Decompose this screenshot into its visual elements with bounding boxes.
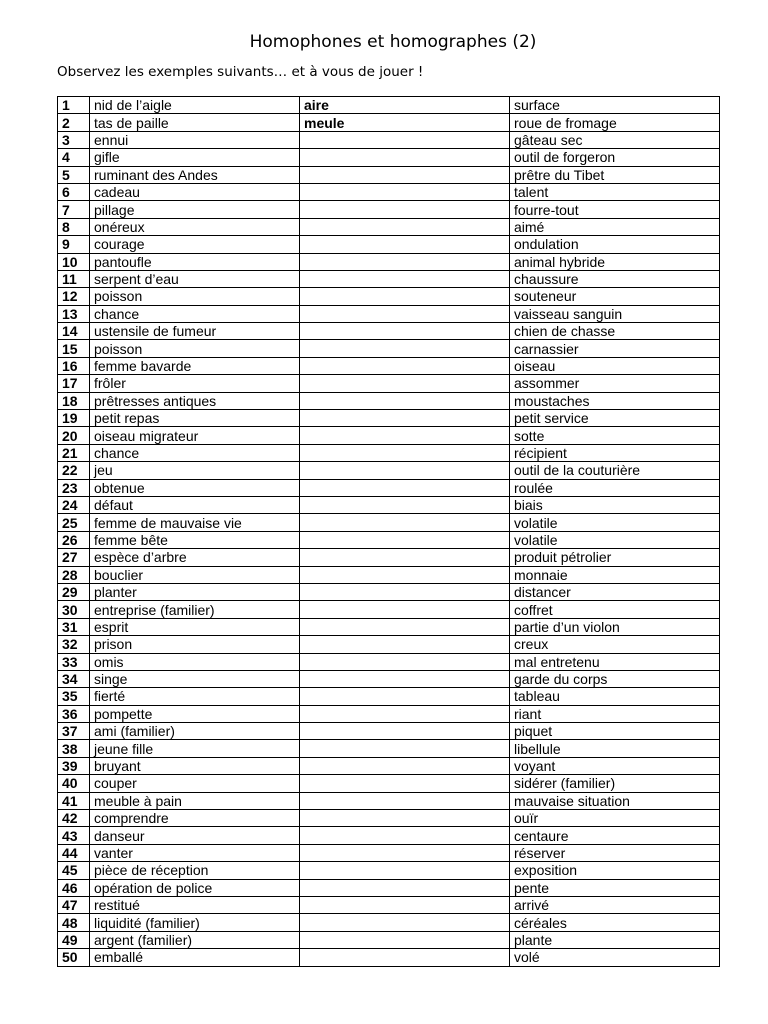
table-row <box>58 636 720 653</box>
row-number: 41 <box>58 792 90 809</box>
first-definition: meuble à pain <box>90 792 300 809</box>
answer-cell <box>300 931 510 948</box>
row-number: 23 <box>58 479 90 496</box>
second-definition: distancer <box>510 583 720 600</box>
first-definition: espèce d’arbre <box>90 549 300 566</box>
table-row <box>58 218 720 235</box>
answer-cell <box>300 288 510 305</box>
second-definition: centaure <box>510 827 720 844</box>
first-definition: danseur <box>90 827 300 844</box>
second-definition: outil de la couturière <box>510 462 720 479</box>
table-row <box>58 601 720 618</box>
row-number: 34 <box>58 670 90 687</box>
answer-cell <box>300 236 510 253</box>
row-number: 18 <box>58 392 90 409</box>
answer-cell <box>300 705 510 722</box>
second-definition: ouïr <box>510 810 720 827</box>
row-number: 42 <box>58 810 90 827</box>
second-definition: garde du corps <box>510 670 720 687</box>
second-definition: volatile <box>510 514 720 531</box>
first-definition: poisson <box>90 340 300 357</box>
row-number: 30 <box>58 601 90 618</box>
first-definition: serpent d’eau <box>90 270 300 287</box>
first-definition: comprendre <box>90 810 300 827</box>
document-title: Homophones et homographes (2) <box>249 32 537 52</box>
row-number: 28 <box>58 566 90 583</box>
answer-cell <box>300 549 510 566</box>
row-number: 11 <box>58 270 90 287</box>
second-definition: souteneur <box>510 288 720 305</box>
second-definition: assommer <box>510 375 720 392</box>
answer-cell <box>300 653 510 670</box>
table-row <box>58 288 720 305</box>
table-row <box>58 131 720 148</box>
answer-cell <box>300 514 510 531</box>
table-row <box>58 323 720 340</box>
second-definition: biais <box>510 496 720 513</box>
first-definition: défaut <box>90 496 300 513</box>
second-definition: arrivé <box>510 896 720 913</box>
row-number: 12 <box>58 288 90 305</box>
table-row <box>58 931 720 948</box>
table-row <box>58 357 720 374</box>
first-definition: ruminant des Andes <box>90 166 300 183</box>
answer-cell <box>300 531 510 548</box>
row-number: 8 <box>58 218 90 235</box>
first-definition: bouclier <box>90 566 300 583</box>
second-definition: talent <box>510 183 720 200</box>
row-number: 13 <box>58 305 90 322</box>
second-definition: tableau <box>510 688 720 705</box>
second-definition: prêtre du Tibet <box>510 166 720 183</box>
table-row <box>58 670 720 687</box>
second-definition: plante <box>510 931 720 948</box>
second-definition: piquet <box>510 723 720 740</box>
answer-cell <box>300 270 510 287</box>
second-definition: exposition <box>510 862 720 879</box>
answer-cell <box>300 218 510 235</box>
row-number: 38 <box>58 740 90 757</box>
first-definition: femme bavarde <box>90 357 300 374</box>
row-number: 16 <box>58 357 90 374</box>
answer-cell <box>300 949 510 966</box>
first-definition: argent (familier) <box>90 931 300 948</box>
row-number: 49 <box>58 931 90 948</box>
answer-cell <box>300 149 510 166</box>
second-definition: ondulation <box>510 236 720 253</box>
table-row <box>58 410 720 427</box>
row-number: 45 <box>58 862 90 879</box>
row-number: 33 <box>58 653 90 670</box>
answer-cell <box>300 879 510 896</box>
answer-cell <box>300 479 510 496</box>
first-definition: ennui <box>90 131 300 148</box>
answer-cell <box>300 688 510 705</box>
row-number: 17 <box>58 375 90 392</box>
second-definition: sotte <box>510 427 720 444</box>
answer-cell <box>300 844 510 861</box>
row-number: 9 <box>58 236 90 253</box>
row-number: 47 <box>58 896 90 913</box>
table-row <box>58 879 720 896</box>
table-row <box>58 844 720 861</box>
answer-cell <box>300 914 510 931</box>
answer-cell <box>300 375 510 392</box>
first-definition: courage <box>90 236 300 253</box>
second-definition: récipient <box>510 444 720 461</box>
row-number: 36 <box>58 705 90 722</box>
second-definition: creux <box>510 636 720 653</box>
first-definition: liquidité (familier) <box>90 914 300 931</box>
second-definition: chaussure <box>510 270 720 287</box>
table-row <box>58 427 720 444</box>
second-definition: volatile <box>510 531 720 548</box>
second-definition: coffret <box>510 601 720 618</box>
table-body <box>58 97 720 967</box>
first-definition: tas de paille <box>90 114 300 131</box>
row-number: 20 <box>58 427 90 444</box>
table-row <box>58 496 720 513</box>
first-definition: omis <box>90 653 300 670</box>
instructions-text: Observez les exemples suivants… et à vous de jouer ! <box>57 64 424 80</box>
row-number: 35 <box>58 688 90 705</box>
row-number: 50 <box>58 949 90 966</box>
answer-cell <box>300 583 510 600</box>
first-definition: prison <box>90 636 300 653</box>
table-row <box>58 618 720 635</box>
row-number: 19 <box>58 410 90 427</box>
second-definition: oiseau <box>510 357 720 374</box>
second-definition: petit service <box>510 410 720 427</box>
table-row <box>58 479 720 496</box>
first-definition: planter <box>90 583 300 600</box>
row-number: 43 <box>58 827 90 844</box>
homophones-table <box>57 96 720 967</box>
second-definition: mauvaise situation <box>510 792 720 809</box>
table-row <box>58 827 720 844</box>
first-definition: ami (familier) <box>90 723 300 740</box>
answer-cell <box>300 636 510 653</box>
table-row <box>58 653 720 670</box>
answer-cell <box>300 496 510 513</box>
second-definition: chien de chasse <box>510 323 720 340</box>
answer-cell <box>300 305 510 322</box>
answer-cell <box>300 810 510 827</box>
table-row <box>58 757 720 774</box>
answer-cell: aire <box>300 97 510 114</box>
second-definition: gâteau sec <box>510 131 720 148</box>
first-definition: vanter <box>90 844 300 861</box>
table-row <box>58 375 720 392</box>
answer-cell <box>300 444 510 461</box>
table-row <box>58 688 720 705</box>
row-number: 15 <box>58 340 90 357</box>
row-number: 44 <box>58 844 90 861</box>
answer-cell <box>300 183 510 200</box>
answer-cell <box>300 253 510 270</box>
table-row <box>58 166 720 183</box>
second-definition: pente <box>510 879 720 896</box>
table-row <box>58 896 720 913</box>
table-row <box>58 775 720 792</box>
row-number: 25 <box>58 514 90 531</box>
table-row <box>58 566 720 583</box>
second-definition: volé <box>510 949 720 966</box>
second-definition: sidérer (familier) <box>510 775 720 792</box>
second-definition: céréales <box>510 914 720 931</box>
table-row <box>58 583 720 600</box>
row-number: 24 <box>58 496 90 513</box>
first-definition: couper <box>90 775 300 792</box>
second-definition: riant <box>510 705 720 722</box>
second-definition: partie d’un violon <box>510 618 720 635</box>
first-definition: gifle <box>90 149 300 166</box>
first-definition: singe <box>90 670 300 687</box>
row-number: 10 <box>58 253 90 270</box>
first-definition: cadeau <box>90 183 300 200</box>
row-number: 32 <box>58 636 90 653</box>
row-number: 31 <box>58 618 90 635</box>
row-number: 40 <box>58 775 90 792</box>
answer-cell <box>300 670 510 687</box>
first-definition: femme bête <box>90 531 300 548</box>
table-row <box>58 392 720 409</box>
table-row <box>58 270 720 287</box>
first-definition: petit repas <box>90 410 300 427</box>
answer-cell <box>300 862 510 879</box>
answer-cell <box>300 566 510 583</box>
first-definition: pillage <box>90 201 300 218</box>
first-definition: chance <box>90 444 300 461</box>
table-row <box>58 705 720 722</box>
second-definition: fourre-tout <box>510 201 720 218</box>
first-definition: pompette <box>90 705 300 722</box>
table-row <box>58 549 720 566</box>
second-definition: libellule <box>510 740 720 757</box>
second-definition: aimé <box>510 218 720 235</box>
first-definition: obtenue <box>90 479 300 496</box>
answer-cell <box>300 775 510 792</box>
row-number: 2 <box>58 114 90 131</box>
answer-cell <box>300 723 510 740</box>
answer-cell <box>300 131 510 148</box>
table-row <box>58 305 720 322</box>
table-row <box>58 236 720 253</box>
table-row <box>58 201 720 218</box>
table-row <box>58 149 720 166</box>
table-row <box>58 462 720 479</box>
second-definition: réserver <box>510 844 720 861</box>
table-row <box>58 183 720 200</box>
second-definition: voyant <box>510 757 720 774</box>
answer-cell <box>300 410 510 427</box>
first-definition: opération de police <box>90 879 300 896</box>
row-number: 26 <box>58 531 90 548</box>
table-row <box>58 914 720 931</box>
first-definition: nid de l’aigle <box>90 97 300 114</box>
answer-cell <box>300 340 510 357</box>
table-row <box>58 740 720 757</box>
first-definition: restitué <box>90 896 300 913</box>
row-number: 22 <box>58 462 90 479</box>
answer-cell <box>300 323 510 340</box>
first-definition: poisson <box>90 288 300 305</box>
row-number: 29 <box>58 583 90 600</box>
first-definition: prêtresses antiques <box>90 392 300 409</box>
table-row <box>58 114 720 131</box>
table-row <box>58 253 720 270</box>
row-number: 1 <box>58 97 90 114</box>
row-number: 27 <box>58 549 90 566</box>
answer-cell <box>300 827 510 844</box>
second-definition: roulée <box>510 479 720 496</box>
second-definition: outil de forgeron <box>510 149 720 166</box>
table-row <box>58 531 720 548</box>
first-definition: esprit <box>90 618 300 635</box>
first-definition: pantoufle <box>90 253 300 270</box>
answer-cell <box>300 201 510 218</box>
answer-cell <box>300 896 510 913</box>
answer-cell <box>300 740 510 757</box>
row-number: 4 <box>58 149 90 166</box>
first-definition: jeune fille <box>90 740 300 757</box>
table-row <box>58 444 720 461</box>
first-definition: emballé <box>90 949 300 966</box>
row-number: 37 <box>58 723 90 740</box>
row-number: 39 <box>58 757 90 774</box>
answer-cell: meule <box>300 114 510 131</box>
table-row <box>58 862 720 879</box>
row-number: 48 <box>58 914 90 931</box>
first-definition: ustensile de fumeur <box>90 323 300 340</box>
row-number: 14 <box>58 323 90 340</box>
row-number: 7 <box>58 201 90 218</box>
second-definition: produit pétrolier <box>510 549 720 566</box>
table-row <box>58 514 720 531</box>
answer-cell <box>300 357 510 374</box>
second-definition: moustaches <box>510 392 720 409</box>
table-row <box>58 810 720 827</box>
first-definition: entreprise (familier) <box>90 601 300 618</box>
first-definition: chance <box>90 305 300 322</box>
first-definition: onéreux <box>90 218 300 235</box>
second-definition: mal entretenu <box>510 653 720 670</box>
table-row <box>58 792 720 809</box>
row-number: 21 <box>58 444 90 461</box>
first-definition: jeu <box>90 462 300 479</box>
answer-cell <box>300 392 510 409</box>
second-definition: vaisseau sanguin <box>510 305 720 322</box>
second-definition: surface <box>510 97 720 114</box>
second-definition: monnaie <box>510 566 720 583</box>
first-definition: pièce de réception <box>90 862 300 879</box>
first-definition: bruyant <box>90 757 300 774</box>
first-definition: femme de mauvaise vie <box>90 514 300 531</box>
table-row <box>58 723 720 740</box>
table-row <box>58 340 720 357</box>
second-definition: carnassier <box>510 340 720 357</box>
answer-cell <box>300 757 510 774</box>
row-number: 3 <box>58 131 90 148</box>
answer-cell <box>300 427 510 444</box>
table-row <box>58 949 720 966</box>
answer-cell <box>300 166 510 183</box>
row-number: 5 <box>58 166 90 183</box>
first-definition: fierté <box>90 688 300 705</box>
answer-cell <box>300 601 510 618</box>
table-row <box>58 97 720 114</box>
row-number: 6 <box>58 183 90 200</box>
answer-cell <box>300 618 510 635</box>
first-definition: oiseau migrateur <box>90 427 300 444</box>
answer-cell <box>300 462 510 479</box>
second-definition: animal hybride <box>510 253 720 270</box>
answer-cell <box>300 792 510 809</box>
first-definition: frôler <box>90 375 300 392</box>
row-number: 46 <box>58 879 90 896</box>
second-definition: roue de fromage <box>510 114 720 131</box>
